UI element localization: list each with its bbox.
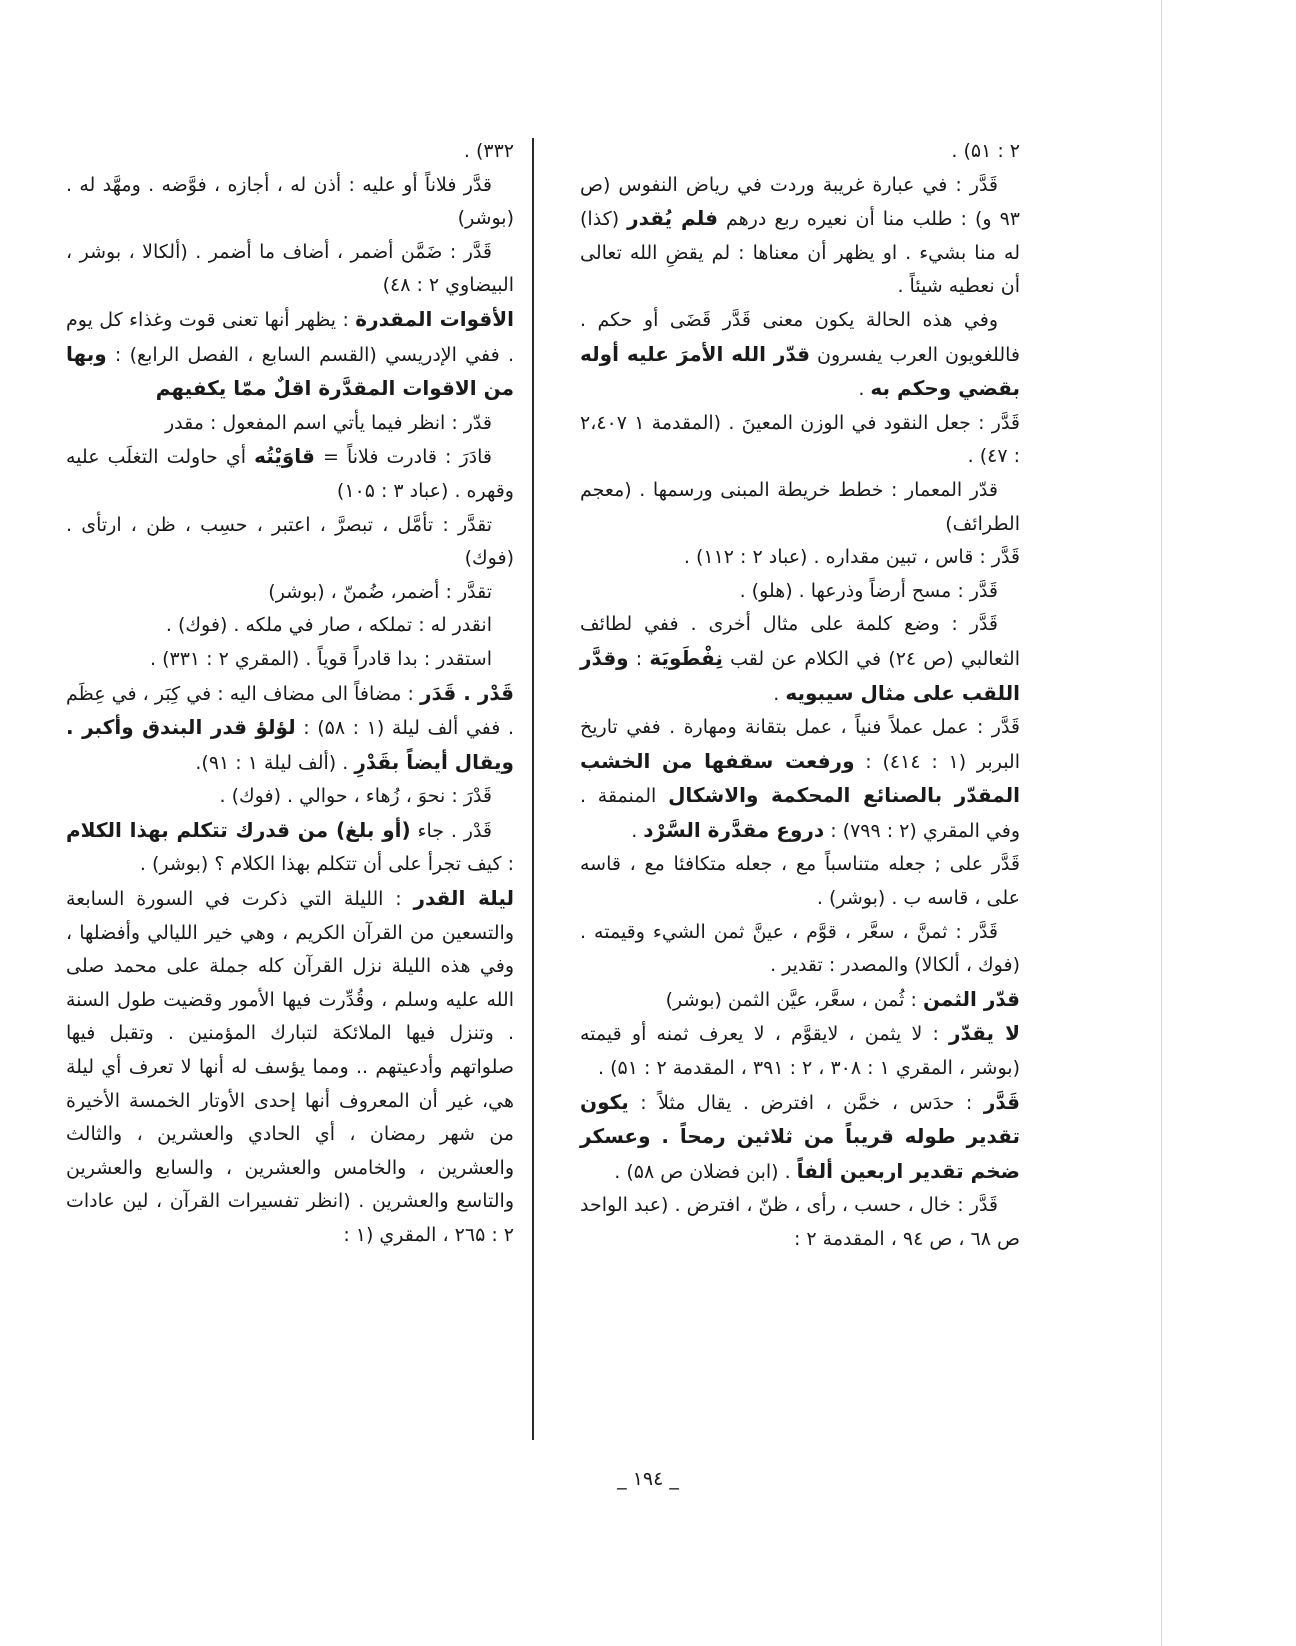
page-number: _ ۱۹٤ _ xyxy=(617,1468,679,1490)
dictionary-entry xyxy=(66,677,514,781)
entry-headword: دروع مقدَّرة السَّرْد xyxy=(643,817,825,842)
entry-text: . (ابن فضلان ص ۵۸) . xyxy=(614,1160,797,1183)
entry-text: قَدَّر : ضَمَّن أضمر ، أضاف ما أضمر . (ألكالا ، بوشر ، البيضاوي ۲ : ٤۸) xyxy=(66,240,514,297)
entry-headword: قدّر الثمن xyxy=(922,986,1020,1011)
entry-headword: وبها من الاقوات المقدَّرة اقلٌ ممّا يكفيهم xyxy=(66,341,514,401)
entry-text: تقدَّر : تأمَّل ، تبصرَّ ، اعتبر ، حسِب ، ظن ، ارتأى . (فوك) xyxy=(66,513,514,570)
entry-headword: الأقوات المقدرة xyxy=(355,306,515,331)
entry-text: تقدَّر : أضمر، ضُمنّ ، (بوشر) xyxy=(268,580,492,603)
entry-text: : يظهر أنها تعنى قوت وغذاء كل يوم . ففي الإدريسي (القسم السابع ، الفصل الرابع) : xyxy=(66,308,514,366)
dictionary-entry xyxy=(580,983,1020,1018)
entry-text: : لا يثمن ، لايقوَّم ، لا يعرف ثمنه أو قيمته (بوشر ، المقري ۱ : ۳۰۸ ، ۲ : ۳۹۱ ، المقدمة ۲ : ۵۱) . xyxy=(580,1023,1020,1080)
entry-text: قَدَّر : عمل عملاً فنياً ، عمل بتقانة ومهارة . ففي تاريخ البربر (۱ : ٤١٤) : xyxy=(580,716,1020,773)
dictionary-entry xyxy=(66,509,514,576)
dictionary-entry xyxy=(580,608,1020,711)
entry-text: : xyxy=(628,647,650,670)
entry-headword: يكون تقدير طوله قريباً من ثلاثين رمحاً . وعسكر ضخم تقدير اربعين ألفاً xyxy=(580,1089,1020,1183)
dictionary-entry xyxy=(580,711,1020,848)
entry-text: قَدَّر : ثمنَّ ، سعَّر ، قوَّم ، عينَّ ثمن الشيء وقيمته . (فوك ، ألكالا) والمصدر : تقدير . xyxy=(580,920,1020,977)
entry-text: قادَرَ : قادرت فلاناً = xyxy=(314,446,492,469)
entry-headword: نِفْطَويَة xyxy=(649,645,723,670)
entry-text: قَدَّر : في عبارة غريبة وردت في رياض النفوس (ص ۹۳ و) : طلب منا أن نعيره ربع درهم xyxy=(580,173,1020,231)
entry-text: قَدَّر : جعل النقود في الوزن المعينَ . (المقدمة ۱ ۲،٤۰۷ : ٤۷) . xyxy=(580,411,1020,468)
column-divider xyxy=(532,138,534,1440)
entry-text: ۲ : ۵۱) . xyxy=(951,140,1020,162)
entry-text: : كيف تجرأ على أن تتكلم بهذا الكلام ؟ (بوشر) . xyxy=(139,853,514,876)
entry-text: قدّر : انظر فيما يأتي اسم المفعول : مقدر xyxy=(164,411,492,434)
entry-headword: قدّر الله الأمرَ عليه أوله بقضي وحكم به xyxy=(580,341,1020,401)
entry-headword: لا يقدّر xyxy=(949,1021,1021,1046)
entry-text: قَدَّر : وضع كلمة على مثال أخرى . ففي لطائف الثعالبي (ص ۲٤) في الكلام عن لقب xyxy=(580,613,1020,670)
entry-text: وفي هذه الحالة يكون معنى قَدَّر قَضَى أو حكم . فاللغويون العرب يفسرون xyxy=(580,308,1020,366)
dictionary-entry xyxy=(66,303,514,407)
entry-headword: قاوَيْتُه xyxy=(254,444,315,469)
dictionary-entry xyxy=(580,304,1020,407)
entry-text: المنمقة . وفي المقري (۲ : ۷۹۹) : xyxy=(580,785,1020,842)
entry-headword: قَدْر . قَدَر xyxy=(420,680,514,705)
entry-text: قَدَّر : مسح أرضاً وذرعها . (هلو) . xyxy=(739,579,998,602)
entry-text: : ثُمن ، سعَّر، عيَّن الثمن (بوشر) xyxy=(665,988,923,1011)
dictionary-entry xyxy=(580,916,1020,983)
dictionary-entry xyxy=(66,814,514,882)
entry-text: (كذا) له منا بشيء . او يظهر أن معناها : لم يقضِ الله تعالى أن نعطيه شيئاً . xyxy=(580,208,1020,298)
dictionary-entry xyxy=(580,1017,1020,1085)
entry-text: أي حاولت التغلَب عليه وقهره . (عباد ۳ : ۱۰۵) xyxy=(66,446,514,502)
dictionary-entry xyxy=(66,780,514,814)
dictionary-entry xyxy=(580,169,1020,304)
entry-text: ۳۳۲) . xyxy=(463,140,514,162)
entry-text: . xyxy=(773,682,786,705)
entry-text: قَدْرَ : نحوَ ، زُهاء ، حوالي . (فوك) . xyxy=(219,785,492,808)
dictionary-entry xyxy=(580,407,1020,474)
dictionary-entry xyxy=(66,135,514,169)
entry-text: . (ألف ليلة ۱ : ۹۱). xyxy=(195,751,355,774)
dictionary-entry xyxy=(580,848,1020,915)
entry-headword: فلم يُقدر xyxy=(627,206,718,231)
entry-text: قدَّر فلاناً أو عليه : أذن له ، أجازه ، فوَّضه . ومهَّد له . (بوشر) xyxy=(66,173,514,230)
entry-headword: ليلة القدر xyxy=(413,886,514,911)
dictionary-entry xyxy=(580,575,1020,609)
entry-text: قَدَّر : خال ، حسب ، رأى ، ظنّ ، افترض . (عبد الواحد ص ٦۸ ، ص ۹٤ ، المقدمة ۲ : xyxy=(580,1194,1020,1250)
dictionary-entry xyxy=(66,440,514,508)
page-edge-line xyxy=(1161,0,1162,1646)
dictionary-entry xyxy=(66,236,514,303)
dictionary-entry xyxy=(66,643,514,677)
entry-text: : حدَس ، خمَّن ، افترض . يقال مثلاً : xyxy=(628,1091,984,1114)
dictionary-entry xyxy=(66,609,514,643)
entry-text: قَدَّر : قاس ، تبين مقداره . (عباد ۲ : ۱۱۲) . xyxy=(683,546,1020,569)
dictionary-entry xyxy=(66,882,514,1253)
entry-text: : مضافاً الى مضاف اليه : في كِبَر ، في عِظَم . ففي ألف ليلة (۱ : ۵۸) : xyxy=(66,682,514,740)
entry-text: . xyxy=(858,378,871,401)
entry-headword: قَدَّر xyxy=(983,1089,1020,1114)
entry-headword: ورفعت سقفها من الخشب المقدّر بالصنائع المحكمة والاشكال xyxy=(580,748,1021,808)
entry-text: : الليلة التي ذكرت في السورة السابعة والتسعين من القرآن الكريم ، وهي خير الليالي وأفضلها ، وفي هذه الليلة نزل القرآن كله جملة على محمد صلى الله عليه وسلم ، وقُدِّرت فيها الأمور وقضيت طول السنة . وتنزل فيها الملائكة لتبارك المؤمنين . وتقبل فيها صلواتهم وأدعيتهم .. ومما يؤسف له أنها لا تعرف أي ليلة هي، غير أن المعروف أنها إحدى الأوتار الخمسة الأخيرة من شهر رمضان ، أي الحادي والعشرين ، والثالث والعشرين ، والخامس والعشرين ، والسابع والعشرين والتاسع والعشرين . (انظر تفسيرات القرآن ، لين عادات ۲ : ۲٦۵ ، المقري (۱ : xyxy=(66,888,514,1246)
left-column xyxy=(66,135,514,1253)
dictionary-entry xyxy=(66,576,514,610)
entry-text: استقدر : بدا قادراً قوياً . (المقري ۲ : ۳۳۱) . xyxy=(150,647,492,670)
dictionary-entry xyxy=(580,541,1020,575)
entry-text: قَدْر . جاء xyxy=(410,819,493,842)
dictionary-entry xyxy=(580,474,1020,541)
entry-headword: وقدَّر اللقب على مثال سيبويه xyxy=(580,645,1020,705)
dictionary-entry xyxy=(580,1086,1020,1190)
entry-text: . xyxy=(631,819,644,842)
dictionary-entry xyxy=(580,1189,1020,1256)
entry-text: انقدر له : تملكه ، صار في ملكه . (فوك) . xyxy=(165,614,492,637)
entry-text: قَدَّر على ; جعله متناسباً مع ، جعله متكافئا مع ، قاسه على ، قاسه ب . (بوشر) . xyxy=(580,853,1020,910)
entry-headword: (أو بلغ) من قدرك تتكلم بهذا الكلام xyxy=(66,817,411,842)
entry-text: قدّر المعمار : خطط خريطة المبنى ورسمها . (معجم الطرائف) xyxy=(580,478,1020,535)
dictionary-entry xyxy=(580,135,1020,169)
dictionary-entry xyxy=(66,169,514,236)
dictionary-entry xyxy=(66,407,514,441)
entry-headword: لؤلؤ قدر البندق وأكبر . ويقال أيضاً بقَدْرِ xyxy=(66,715,514,774)
right-column xyxy=(580,135,1020,1257)
